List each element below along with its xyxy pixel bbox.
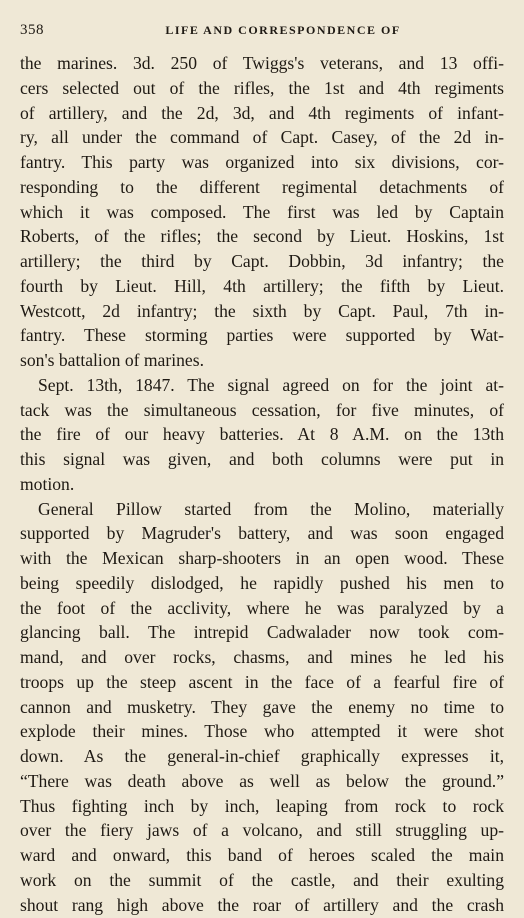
text-line: being speedily dislodged, he rapidly pushed his men to: [20, 572, 504, 593]
text-line: Thus fighting inch by inch, leaping from rock to rock: [20, 795, 504, 816]
text-line: cers selected out of the rifles, the 1st and 4th regiments: [20, 77, 504, 98]
text-line: of artillery, and the 2d, 3d, and 4th regiments of infant-: [20, 102, 504, 123]
text-line: Westcott, 2d infantry; the sixth by Capt. Paul, 7th in-: [20, 300, 504, 321]
page-number: 358: [20, 22, 44, 38]
text-line: troops up the steep ascent in the face of a fearful fire of: [20, 671, 504, 692]
text-line: with the Mexican sharp-shooters in an open wood. These: [20, 548, 504, 568]
text-line: ry, all under the command of Capt. Casey, of the 2d in-: [20, 127, 504, 148]
text-line: which it was composed. The first was led by Captain: [20, 201, 504, 222]
text-line: fantry. This party was organized into six divisions, cor-: [20, 152, 504, 172]
text-line: mand, and over rocks, chasms, and mines he led his: [20, 647, 504, 667]
text-line: son's battalion of marines.: [20, 350, 204, 370]
text-line: fourth by Lieut. Hill, 4th artillery; the fifth by Lieut.: [20, 275, 504, 296]
text-line: over the fiery jaws of a volcano, and still struggling up-: [20, 820, 504, 841]
text-line: General Pillow started from the Molino, materially: [38, 498, 504, 519]
running-head: [20, 18, 504, 42]
text-line: Roberts, of the rifles; the second by Lieut. Hoskins, 1st: [20, 226, 504, 247]
text-line: motion.: [20, 473, 75, 494]
text-line: cannon and musketry. They gave the enemy no time to: [20, 696, 504, 717]
text-line: ward and onward, this band of heroes scaled the main: [20, 845, 504, 865]
text-line: “There was death above as well as below the ground.”: [20, 770, 504, 791]
text-line: this signal was given, and both columns were put in: [20, 449, 504, 469]
text-line: the marines. 3d. 250 of Twiggs's veterans, and 13 offi-: [20, 53, 504, 73]
text-line: Sept. 13th, 1847. The signal agreed on for the joint at-: [38, 374, 504, 395]
text-line: the fire of our heavy batteries. At 8 A.M. on the 13th: [20, 424, 504, 445]
text-line: tack was the simultaneous cessation, for five minutes, of: [20, 399, 504, 420]
text-line: artillery; the third by Capt. Dobbin, 3d infantry; the: [20, 251, 504, 271]
text-line: fantry. These storming parties were supported by Wat-: [20, 325, 504, 346]
text-line: shout rang high above the roar of artillery and the crash: [20, 894, 504, 915]
text-line: glancing ball. The intrepid Cadwalader now took com-: [20, 622, 504, 643]
text-line: explode their mines. Those who attempted it were shot: [20, 721, 504, 742]
text-line: the foot of the acclivity, where he was paralyzed by a: [20, 597, 504, 618]
text-line: responding to the different regimental detachments of: [20, 176, 504, 197]
running-title: LIFE AND CORRESPONDENCE OF: [165, 23, 401, 37]
text-line: down. As the general-in-chief graphically expresses it,: [20, 746, 504, 766]
text-line: supported by Magruder's battery, and was soon engaged: [20, 523, 504, 544]
body-text: [20, 51, 504, 917]
text-line: work on the summit of the castle, and their exulting: [20, 869, 504, 890]
